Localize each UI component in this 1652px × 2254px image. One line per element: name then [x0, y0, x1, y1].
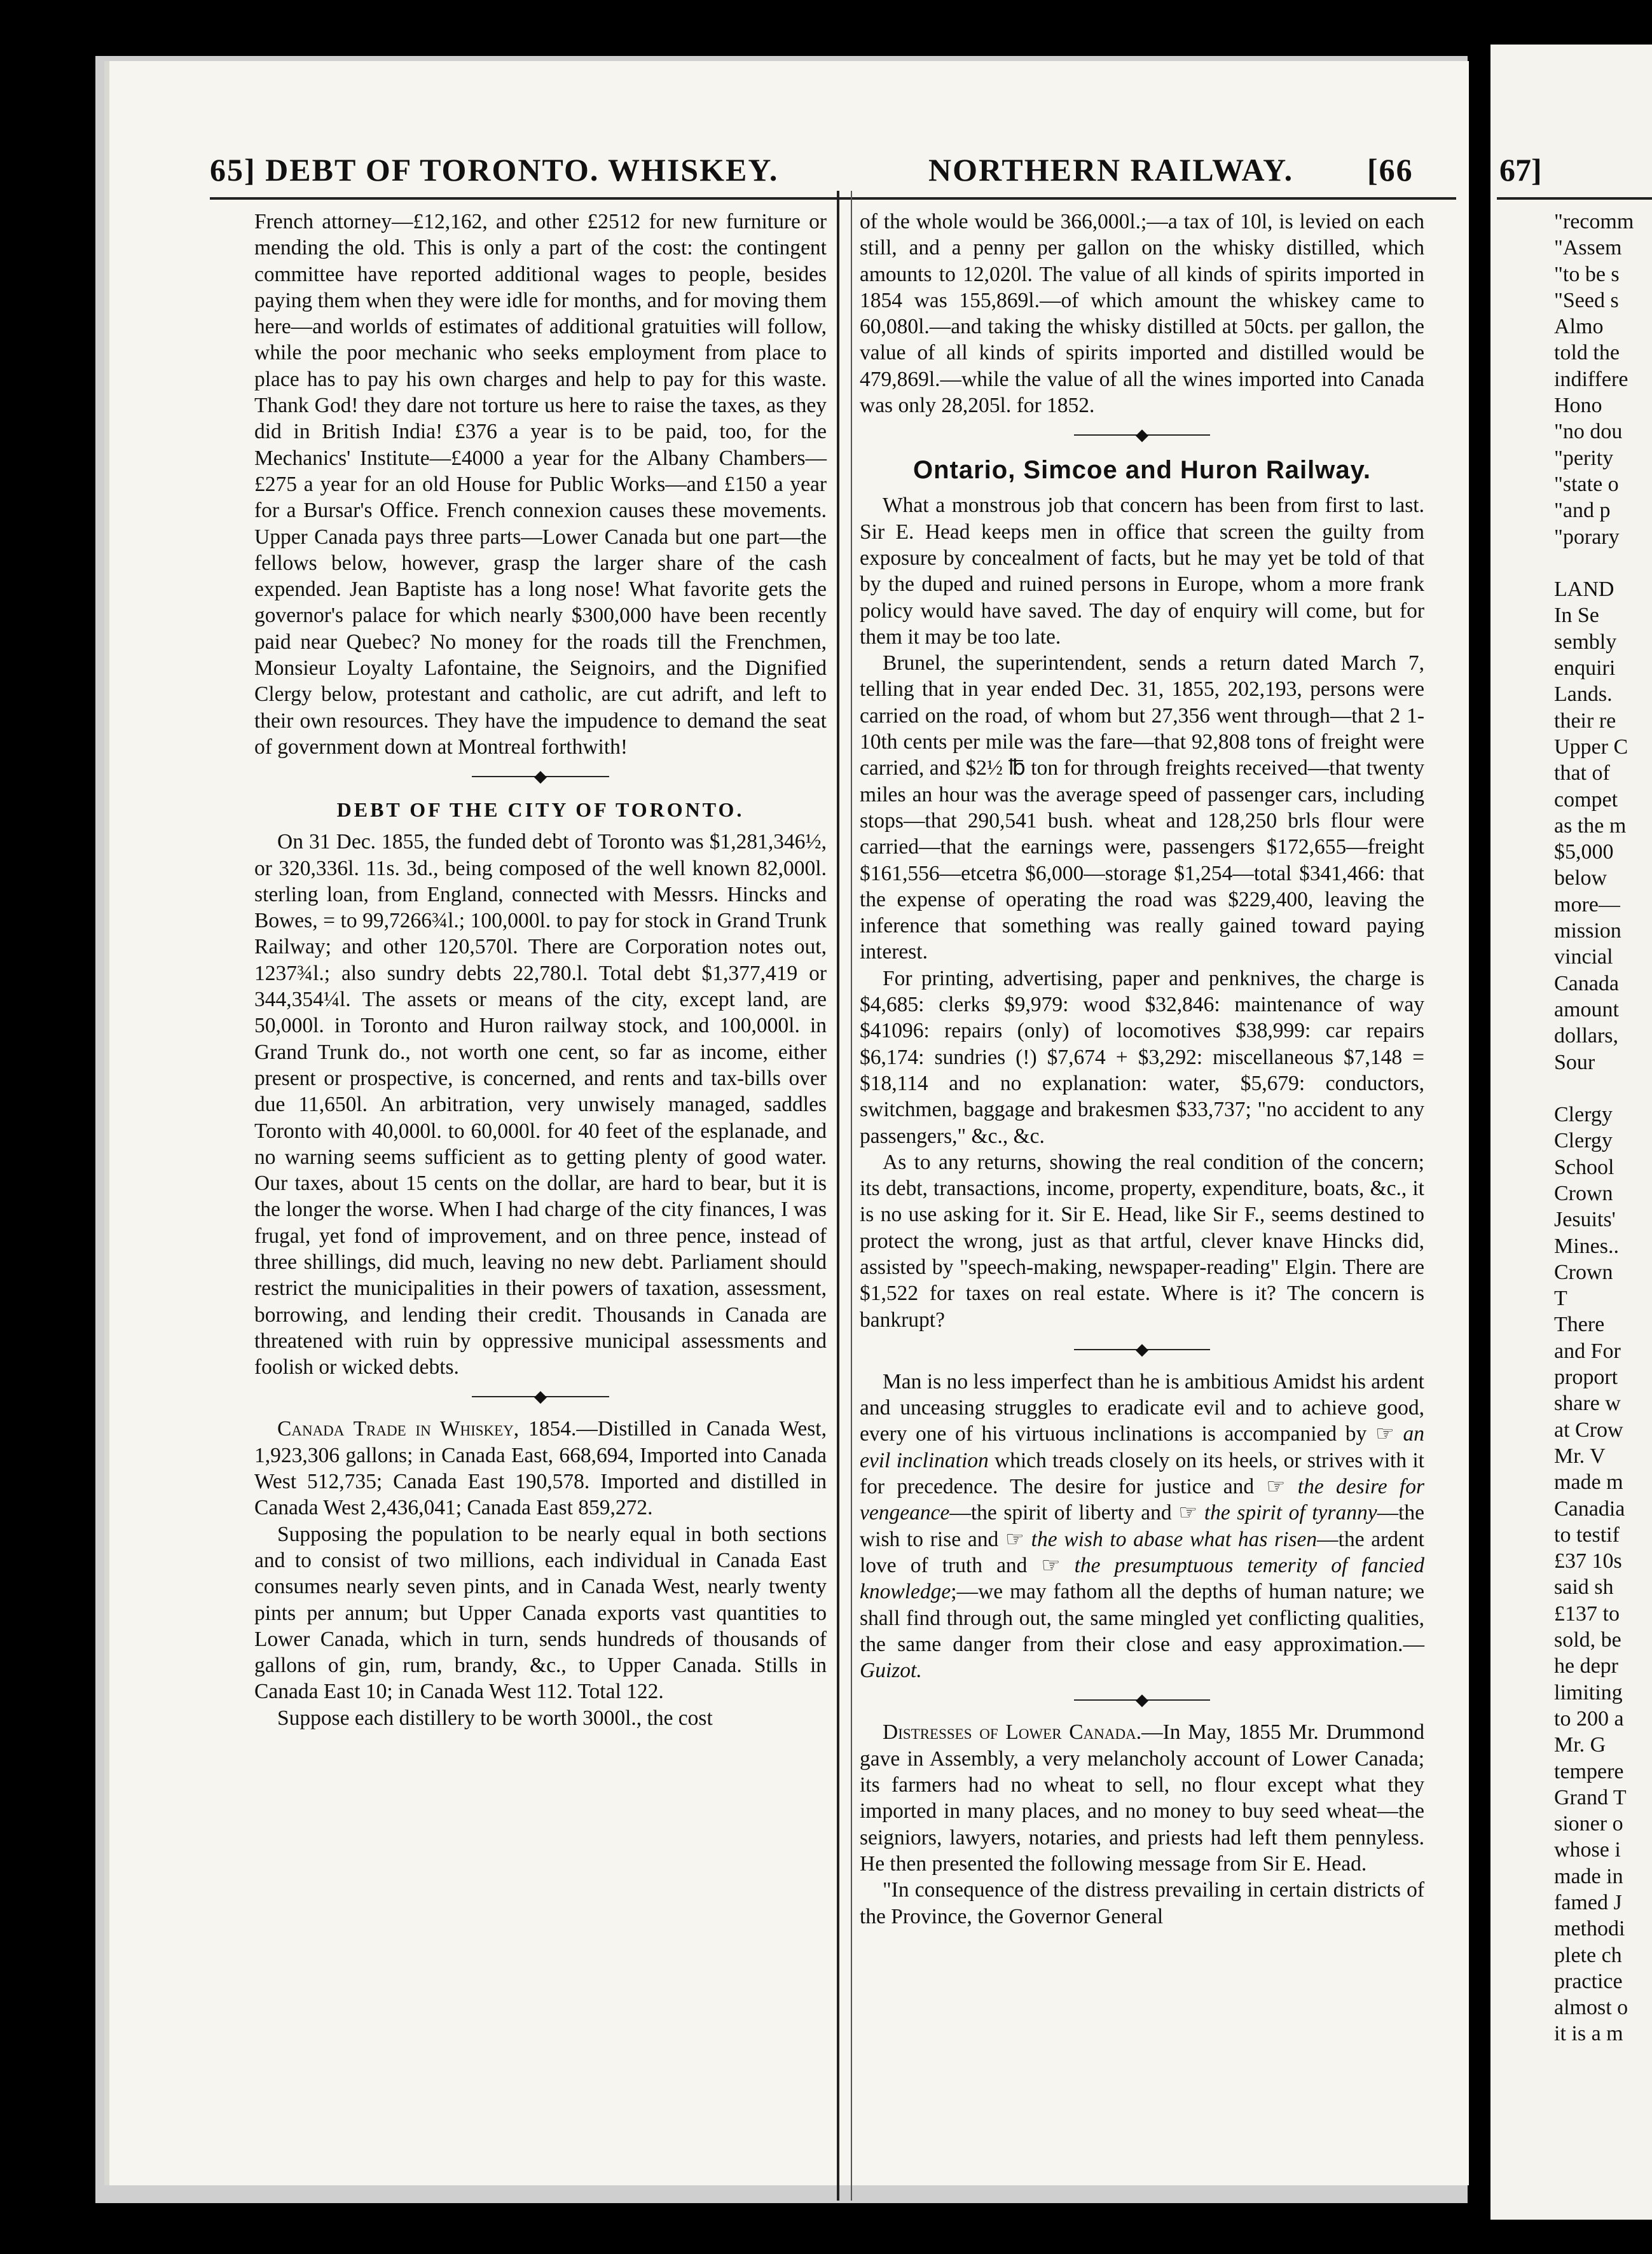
page-number: [66	[1367, 152, 1414, 188]
guizot-italic-1: an evil inclination	[860, 1422, 1424, 1472]
next-page-line: plete ch	[1554, 1943, 1622, 1967]
next-page-line: vincial	[1554, 945, 1613, 969]
next-page-line: indiffere	[1554, 367, 1628, 391]
next-page-line: sioner o	[1554, 1812, 1623, 1836]
next-page-line: "Seed s	[1554, 288, 1619, 312]
next-page-line: "to be s	[1554, 262, 1620, 286]
next-page-line: Canada	[1554, 971, 1619, 995]
guizot-italic-5: the presumptuous temerity of fancied knowledge	[860, 1553, 1424, 1604]
next-page-line: as the m	[1554, 813, 1627, 838]
running-head-right: NORTHERN RAILWAY.	[928, 152, 1294, 188]
next-page-line: "recomm	[1554, 210, 1634, 233]
header-rule	[210, 197, 1456, 200]
ornament-divider	[860, 1689, 1424, 1711]
whiskey-lead-in: Canada Trade in Whiskey, 1854.	[277, 1417, 577, 1441]
next-page-line: tempere	[1554, 1759, 1624, 1783]
next-page-line: Hono	[1554, 394, 1602, 418]
guizot-text-d: —the wish to rise and ☞	[860, 1501, 1425, 1551]
next-page-line: "no dou	[1554, 420, 1623, 444]
next-page-line: enquiri	[1554, 656, 1616, 681]
ornament-divider	[860, 1338, 1424, 1361]
next-page-header-rule	[1497, 197, 1652, 200]
paragraph-monstrous-job: What a monstrous job that concern has been from first to last. Sir E. Head keeps men in office that screen the guilty from exposure by concealment of facts, but he may yet be told of that by the duped and ruined persons in Europe, whom a more frank policy would have saved. The day of enquiry will come, but for them it may be too late.	[860, 494, 1424, 649]
next-page-line: methodi	[1554, 1917, 1625, 1941]
ornament-divider	[860, 424, 1424, 446]
next-page-line: Almo	[1554, 315, 1604, 339]
next-page-line: Jesuits'	[1554, 1208, 1616, 1232]
guizot-text-f: ;—we may fathom all the depths of human nature; we shall find through out, the same mingled yet conflicting qualities, the same danger from their close and easy approximation.—	[860, 1580, 1424, 1656]
next-page-line: proport	[1554, 1366, 1618, 1390]
next-page-line: made m	[1554, 1470, 1623, 1495]
next-page-line: £137 to	[1554, 1601, 1620, 1626]
paragraph-returns: As to any returns, showing the real condition of the concern; its debt, transactions, income, property, expenditure, boats, &c., it is no use asking for it. Sir E. Head, like Sir F., seems destined to protect the wrong, just as that artful, clever knave Hincks did, assisted by "speech-making, newspaper-reading" Elgin. There are $1,522 for taxes on real estate. Where is it? The concern is bankrupt?	[860, 1150, 1424, 1332]
next-page-line: that of	[1554, 761, 1610, 785]
paragraph-french-attorney: French attorney—£12,162, and other £2512 for new furniture or mending the old. This is only a part of the cost: the contingent committee have reported additional wages to people, besides paying them when they were idle for months, and for moving them here—and worlds of estimates of additional gratuities will follow, while the poor mechanic who seeks employment from place to place has to pay his own charges and help to pay for this waste. Thank God! they dare not torture us here to raise the taxes, as they did in British India! £376 a year is to be paid, too, for the Mechanics' Institute—£4000 a year for the Albany Chambers—£275 a year for an old House for Public Works—and £150 a year for a Bursar's Office. French connexion causes these movements. Upper Canada pays three parts—Lower Canada but one part—the fellows below, however, grasp the larger share of the cash expended. Jean Baptiste has a long nose! What favorite gets the governor's palace for which nearly $300,000 have been recently paid near Quebec? No money for the roads till the Frenchmen, Monsieur Loyalty Lafontaine, the Seignoirs, and the Dignified Clergy below, protestant and catholic, are cut adrift, and left to their own resources. They have the impudence to demand the seat of government down at Montreal forthwith!	[254, 210, 827, 759]
whiskey-text: —Distilled in Canada West, 1,923,306 gallons; in Canada East, 668,694, Imported into Canada West 512,735; Canada East 190,578. Imported and distilled in Canada West 2,436,041; Canada East 859,272.	[254, 1417, 827, 1520]
paragraph-toronto-debt: On 31 Dec. 1855, the funded debt of Toronto was $1,281,346½, or 320,336l. 11s. 3d., being composed of the well known 82,000l. sterling loan, from England, connected with Messrs. Hincks and Bowes, = to 99,7266¾l.; 100,000l. to pay for stock in Grand Trunk Railway; and other 120,570l. There are Corporation notes out, 1237¾l.; also sundry debts 22,780.l. Total debt $1,377,419 or 344,354¼l. The assets or means of the city, except land, are 50,000l. in Toronto and Huron railway stock, and 100,000l. in Grand Trunk do., not worth one cent, so far as income, either present or prospective, is concerned, and rents and tax-bills over due 11,650l. An arbitration, very unwisely managed, saddles Toronto with 40,000l. to 60,000l. for 40 feet of the esplanade, and no warning seems sufficient as to getting plenty of good water. Our taxes, about 15 cents on the dollar, are hard to bear, but it is the longer the worse. When I had charge of the city finances, I was frugal, yet fond of improvement, and on three pence, instead of three shillings, did much, leaving no new debt. Parliament should restrict the municipalities in their powers of taxation, assessment, borrowing, and lending their credit. Thousands in Canada are threatened with ruin by oppressive municipal assessments and foolish or wicked debts.	[254, 830, 827, 1379]
next-page-line: School	[1554, 1155, 1614, 1179]
next-page-line: to testif	[1554, 1523, 1620, 1547]
next-page-line: told the	[1554, 341, 1620, 365]
next-page-line: it is a m	[1554, 2022, 1623, 2046]
left-column	[254, 209, 827, 1731]
next-page-fragment	[1490, 45, 1652, 2220]
paragraph-distresses	[860, 1719, 1424, 1877]
next-page-line: Mr. G	[1554, 1733, 1606, 1757]
heading-ontario-simcoe-huron: Ontario, Simcoe and Huron Railway.	[912, 456, 1372, 485]
next-page-line: $5,000	[1554, 840, 1614, 864]
paragraph-whiskey-trade	[254, 1416, 827, 1521]
next-page-line: Crown	[1554, 1181, 1613, 1205]
next-page-line: £37 10s	[1554, 1549, 1622, 1573]
next-page-line: Sour	[1554, 1050, 1595, 1074]
next-page-line: Clergy	[1554, 1129, 1613, 1153]
next-page-number: 67]	[1499, 152, 1542, 188]
next-page-line: Clergy	[1554, 1103, 1613, 1127]
next-page-line: limiting	[1554, 1680, 1623, 1704]
next-page-line: to 200 a	[1554, 1706, 1624, 1731]
paragraph-whiskey-cost: of the whole would be 366,000l.;—a tax of 10l, is levied on each still, and a penny per gallon on the whisky distilled, which amounts to 12,020l. The value of all kinds of spirits imported in 1854 was 155,869l.—of which amount the whiskey came to 60,080l.—and taking the whisky distilled at 50cts. per gallon, the value of all kinds of spirits imported and distilled would be 479,869l.—while the value of all the wines imported into Canada was only 28,205l. for 1852.	[860, 210, 1424, 418]
next-page-line: "state o	[1554, 472, 1619, 496]
next-page-line: share w	[1554, 1392, 1621, 1416]
next-page-line: Mr. V	[1554, 1444, 1606, 1468]
next-page-line: and For	[1554, 1339, 1621, 1363]
next-page-line: famed J	[1554, 1891, 1622, 1914]
guizot-italic-3: the spirit of tyranny	[1204, 1501, 1377, 1525]
next-page-line: sold, be	[1554, 1628, 1621, 1652]
next-page-line: Lands.	[1554, 682, 1613, 707]
ornament-divider	[254, 765, 827, 788]
next-page-line	[1554, 550, 1634, 576]
next-page-line: LAND	[1554, 577, 1614, 602]
next-page-line: sembly	[1554, 630, 1617, 654]
next-page-line: he depr	[1554, 1654, 1619, 1678]
heading-debt-of-toronto: DEBT OF THE CITY OF TORONTO.	[336, 798, 745, 822]
column-rule	[837, 191, 839, 2201]
guizot-signature: Guizot.	[860, 1659, 922, 1683]
next-page-line: There	[1554, 1313, 1605, 1337]
next-page-line: below	[1554, 866, 1607, 890]
next-page-line: made in	[1554, 1864, 1623, 1888]
right-column	[860, 209, 1424, 1930]
next-page-line: T	[1554, 1287, 1567, 1311]
ornament-divider	[254, 1385, 827, 1408]
next-page-line: mission	[1554, 919, 1621, 943]
next-page-line: In Se	[1554, 604, 1599, 628]
book-gutter	[1469, 25, 1490, 2232]
next-page-line	[1554, 1075, 1634, 1102]
next-page-line: Mines..	[1554, 1234, 1619, 1258]
next-page-line: "and p	[1554, 499, 1611, 523]
next-page-line: Grand T	[1554, 1785, 1627, 1809]
next-page-line: whose i	[1554, 1838, 1621, 1862]
next-page-line: amount	[1554, 997, 1619, 1021]
guizot-text-e: —the ardent love of truth and ☞	[860, 1527, 1424, 1577]
next-page-line: their re	[1554, 709, 1616, 733]
next-page-line: "perity	[1554, 446, 1614, 470]
next-page-line: "porary	[1554, 525, 1620, 549]
next-page-line: practice	[1554, 1969, 1623, 1993]
running-head-left: 65] DEBT OF TORONTO. WHISKEY.	[210, 152, 779, 188]
next-page-line: more—	[1554, 892, 1620, 916]
paragraph-distillery: Suppose each distillery to be worth 3000l., the cost	[277, 1706, 713, 1730]
next-page-line: compet	[1554, 787, 1618, 812]
paragraph-population: Supposing the population to be nearly equal in both sections and to consist of two millions, each individual in Canada East consumes nearly seven pints, and in Canada West, nearly twenty pints per annum; but Upper Canada exports vast quantities to Lower Canada, which in turn, sends hundreds of thousands of gallons of gin, rum, brandy, &c., to Upper Canada. Stills in Canada East 10; in Canada West 112. Total 122.	[254, 1522, 827, 1704]
next-page-line: Crown	[1554, 1260, 1613, 1284]
paragraph-brunel-return: Brunel, the superintendent, sends a return dated March 7, telling that in year ended Dec. 31, 1855, 202,193, persons were carried on the road, of whom but 27,356 went through—that 2 1-10th cents per mile was the fare—that 92,808 tons of freight were carried, and $2½ ℔ ton for through freights received—that twenty miles an hour was the average speed of passenger cars, including stops—that 290,541 bush. wheat and 128,250 brls flour were carried—that the earnings were, passengers $172,655—freight $161,556—etcetra $6,000—storage $1,254—total $341,466: that the expense of operating the road was $229,400, leaving the inference that something was really gained toward paying interest.	[860, 651, 1424, 964]
guizot-text-a: Man is no less imperfect than he is ambitious Amidst his ardent and unceasing struggles to eradicate evil and to achieve good, every one of his virtuous inclinations is accompanied by ☞	[860, 1369, 1424, 1446]
distresses-lead-in: Distresses of Lower Canada.	[883, 1720, 1142, 1745]
column-rule-inner	[851, 191, 852, 2201]
paragraph-printing-charges: For printing, advertising, paper and penknives, the charge is $4,685: clerks $9,979: wood $32,846: maintenance of way $41096: repairs (only) of locomotives $38,999: car repairs $6,174: sundries (!) $7,674 + $3,292: miscellaneous $7,148 = $18,114 and no explanation: water, $5,679: conductors, switchmen, baggage and brakesmen $33,737; "no accident to any passengers," &c., &c.	[860, 966, 1424, 1148]
distresses-text: —In May, 1855 Mr. Drummond gave in Assembly, a very melancholy account of Lower Canada; its farmers had no wheat to sell, no flour except what they imported in many places, and no money to buy seed wheat—the seigniors, lawyers, notaries, and priests had left them pennyless. He then presented the following message from Sir E. Head.	[860, 1720, 1424, 1876]
guizot-italic-2: the desire for vengeance	[860, 1475, 1424, 1525]
next-page-line: said sh	[1554, 1575, 1614, 1600]
guizot-text-c: —the spirit of liberty and ☞	[949, 1501, 1204, 1525]
paragraph-guizot-quote	[860, 1369, 1424, 1684]
next-page-line: Canadia	[1554, 1497, 1625, 1521]
next-page-line: "Assem	[1554, 236, 1622, 260]
next-page-line: at Crow	[1554, 1418, 1623, 1442]
next-page-line: Upper C	[1554, 735, 1628, 759]
guizot-text-b: which treads closely on its heels, or strives with it for precedence. The desire for justice and ☞	[860, 1448, 1424, 1499]
next-page-line: almost o	[1554, 1996, 1628, 2020]
next-page-text-lines	[1554, 209, 1634, 2047]
paragraph-governor-message: "In consequence of the distress prevailing in certain districts of the Province, the Governor General	[860, 1878, 1424, 1928]
next-page-line: dollars,	[1554, 1024, 1619, 1048]
guizot-italic-4: the wish to abase what has risen	[1031, 1527, 1318, 1551]
